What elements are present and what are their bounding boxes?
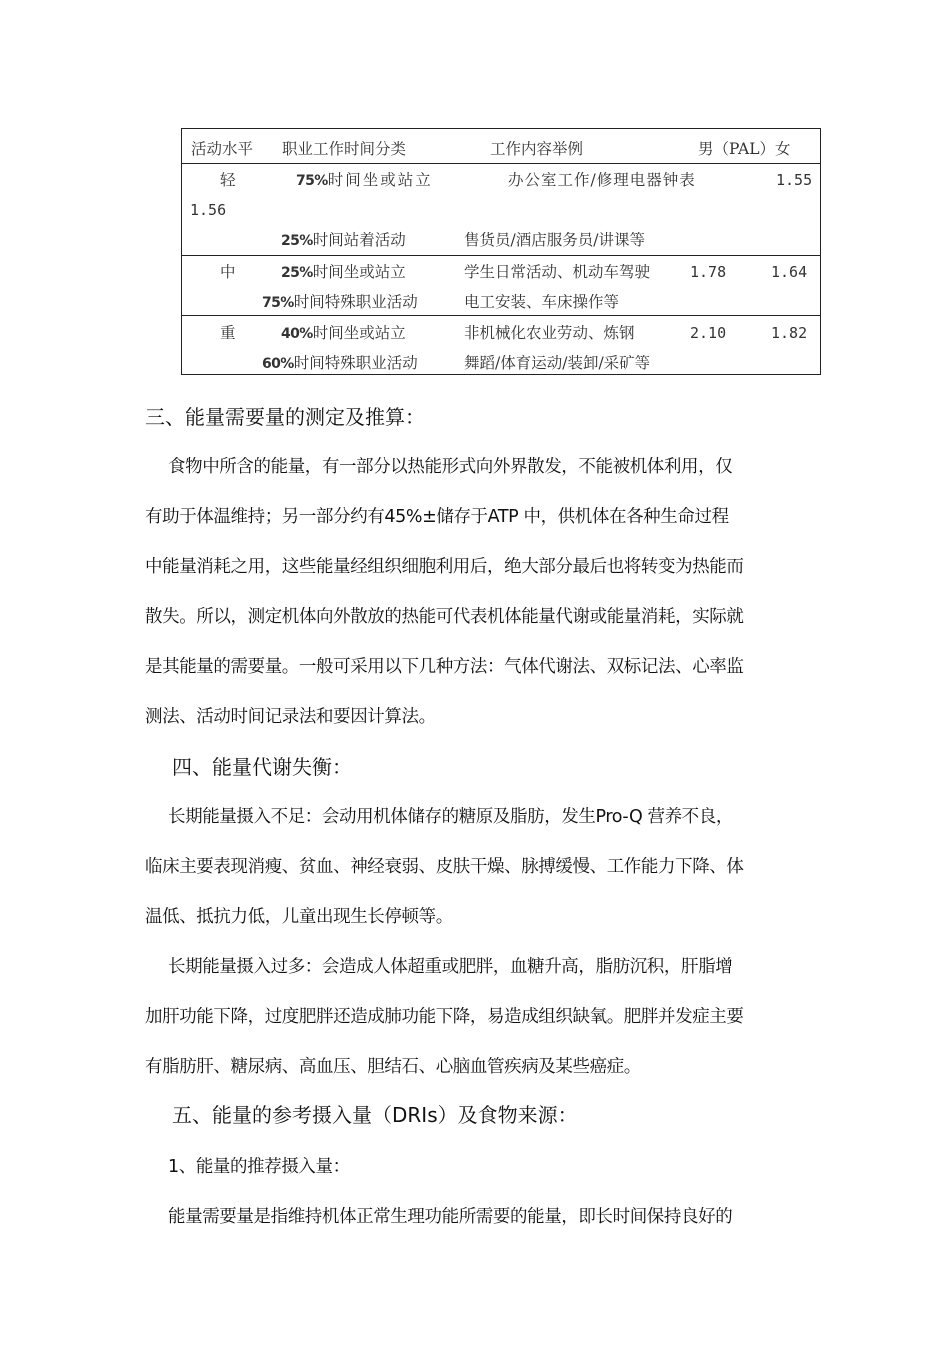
row-time-1: 75%时间坐或站立 — [296, 171, 433, 189]
section-heading: 四、能量代谢失衡： — [172, 755, 352, 779]
row-level-moderate: 中 — [220, 263, 236, 281]
paragraph-line: 温低、抵抗力低，儿童出现生长停顿等。 — [145, 907, 453, 927]
header-time-allocation: 职业工作时间分类 — [282, 140, 407, 158]
paragraph-line: 中能量消耗之用，这些能量经组织细胞利用后，绝大部分最后也将转变为热能而 — [145, 557, 744, 577]
pal-female-value: 1.64 — [771, 263, 808, 281]
section-heading: 三、能量需要量的测定及推算： — [145, 405, 425, 429]
header-examples: 工作内容举例 — [490, 140, 584, 158]
row-time-2: 75%时间特殊职业活动 — [262, 293, 418, 311]
paragraph-line: 有助于体温维持；另一部分约有45%±储存于ATP 中，供机体在各种生命过程 — [145, 507, 729, 527]
header-activity-level: 活动水平 — [191, 140, 254, 158]
pal-female-value: 1.82 — [771, 324, 808, 342]
pal-male-value: 1.78 — [690, 263, 727, 281]
row-level-heavy: 重 — [220, 324, 236, 342]
table-row-divider — [182, 255, 820, 256]
sub-heading: 1、能量的推荐摄入量： — [168, 1157, 350, 1177]
row-time-2: 60%时间特殊职业活动 — [262, 354, 418, 372]
pal-female-value: 1.56 — [190, 201, 227, 219]
table-row-divider — [182, 315, 820, 316]
row-example-1: 学生日常活动、机动车驾驶 — [464, 263, 651, 281]
pal-male-value: 2.10 — [690, 324, 727, 342]
paragraph-line: 加肝功能下降，过度肥胖还造成肺功能下降，易造成组织缺氧。肥胖并发症主要 — [145, 1007, 744, 1027]
row-time-1: 40%时间坐或站立 — [281, 324, 406, 342]
row-example-1: 办公室工作/修理电器钟表 — [508, 171, 696, 189]
table-header-divider — [182, 163, 820, 164]
row-example-2: 舞蹈/体育运动/装卸/采矿等 — [464, 354, 651, 372]
pal-male-value: 1.55 — [776, 171, 813, 189]
paragraph-line: 散失。所以，测定机体向外散放的热能可代表机体能量代谢或能量消耗，实际就 — [145, 607, 744, 627]
row-level-light: 轻 — [220, 171, 236, 189]
row-example-1: 非机械化农业劳动、炼钢 — [464, 324, 635, 342]
paragraph-line: 是其能量的需要量。一般可采用以下几种方法：气体代谢法、双标记法、心率监 — [145, 657, 744, 677]
row-time-1: 25%时间坐或站立 — [281, 263, 406, 281]
row-time-2: 25%时间站着活动 — [281, 231, 406, 249]
row-example-2: 电工安装、车床操作等 — [464, 293, 620, 311]
section-heading: 五、能量的参考摄入量（DRIs）及食物来源： — [172, 1103, 578, 1127]
paragraph-line: 长期能量摄入不足：会动用机体储存的糖原及脂肪，发生Pro-Q 营养不良， — [168, 807, 733, 827]
paragraph-line: 能量需要量是指维持机体正常生理功能所需要的能量，即长时间保持良好的 — [168, 1207, 733, 1227]
paragraph-line: 测法、活动时间记录法和要因计算法。 — [145, 707, 436, 727]
pal-table — [181, 128, 821, 375]
paragraph-line: 长期能量摄入过多：会造成人体超重或肥胖，血糖升高，脂肪沉积，肝脂增 — [168, 957, 733, 977]
row-example-2: 售货员/酒店服务员/讲课等 — [464, 231, 645, 249]
paragraph-line: 有脂肪肝、糖尿病、高血压、胆结石、心脑血管疾病及某些癌症。 — [145, 1057, 641, 1077]
paragraph-line: 食物中所含的能量，有一部分以热能形式向外界散发，不能被机体利用，仅 — [168, 457, 733, 477]
paragraph-line: 临床主要表现消瘦、贫血、神经衰弱、皮肤干燥、脉搏缓慢、工作能力下降、体 — [145, 857, 744, 877]
header-pal: 男（PAL）女 — [698, 140, 791, 158]
